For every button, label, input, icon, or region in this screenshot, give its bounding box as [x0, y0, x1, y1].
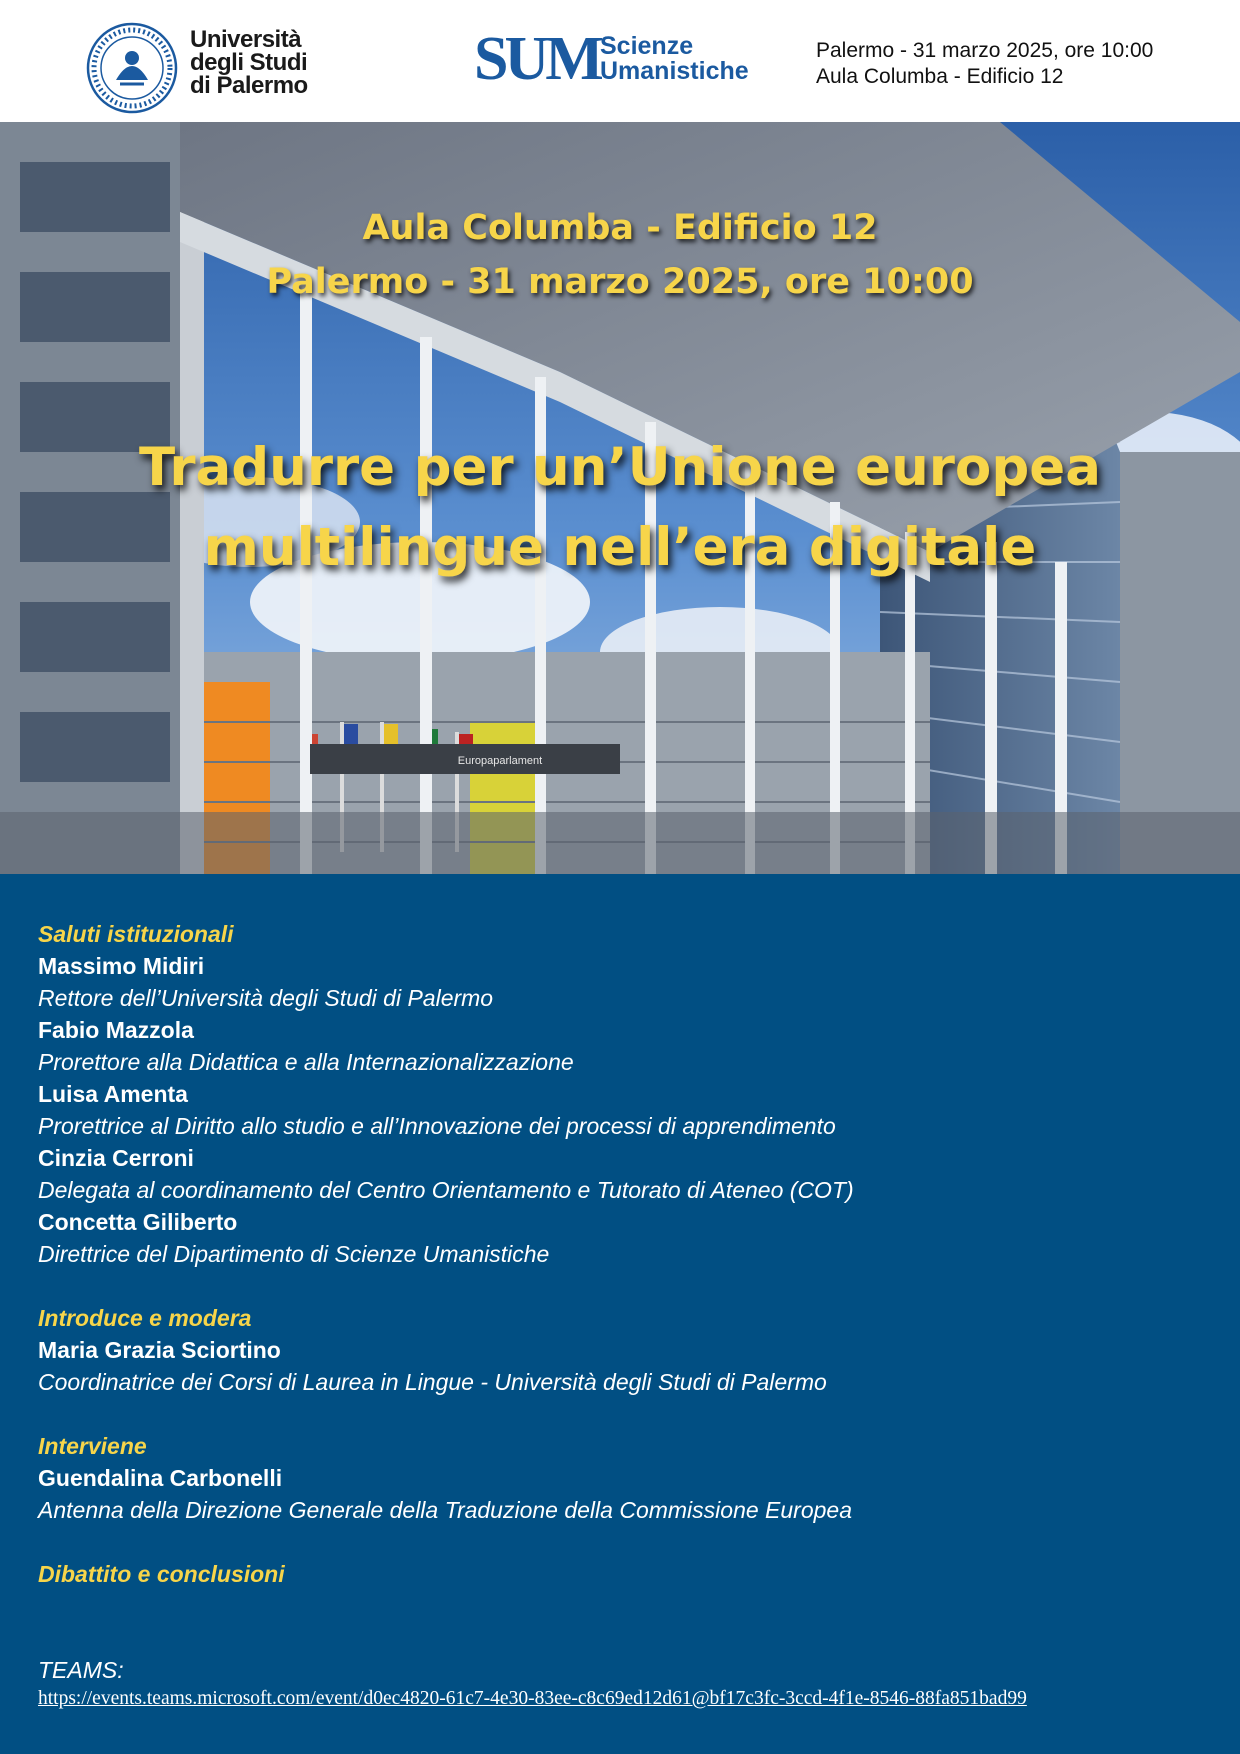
event-title-line: Tradurre per un’Unione europea — [139, 437, 1101, 498]
speaker-name: Guendalina Carbonelli — [38, 1465, 283, 1491]
speaker-name: Maria Grazia Sciortino — [38, 1337, 281, 1363]
section-label-interviene: Interviene — [38, 1433, 147, 1459]
speaker-role: Prorettore alla Didattica e alla Internazionalizzazione — [38, 1049, 574, 1075]
university-seal-icon — [86, 22, 178, 114]
sum-mark: SUM — [474, 25, 600, 93]
speaker-role: Direttrice del Dipartimento di Scienze Umanistiche — [38, 1241, 550, 1267]
speaker-role: Prorettrice al Diritto allo studio e all’Innovazione dei processi di apprendimento — [38, 1113, 836, 1139]
spacer — [38, 1526, 1208, 1558]
speaker-name: Concetta Giliberto — [38, 1209, 238, 1235]
section-label-modera: Introduce e modera — [38, 1305, 252, 1331]
university-name — [190, 28, 308, 97]
sum-name-line: Umanistiche — [600, 57, 749, 85]
spacer — [38, 1398, 1208, 1430]
event-title — [0, 428, 1240, 588]
sum-department-name — [600, 34, 749, 84]
event-title-line: multilingue nell’era digitale — [203, 517, 1037, 578]
teams-label: TEAMS: — [38, 1657, 124, 1683]
speaker-role: Coordinatrice dei Corsi di Laurea in Lingue - Università degli Studi di Palermo — [38, 1369, 827, 1395]
hero-date: Palermo - 31 marzo 2025, ore 10:00 — [266, 262, 974, 302]
program-list — [38, 918, 1208, 1590]
header-event-info — [816, 38, 1153, 90]
university-name-line: degli Studi — [190, 49, 308, 76]
university-name-line: Università — [190, 26, 302, 53]
speaker-name: Massimo Midiri — [38, 953, 205, 979]
building-sign-text: Europaparlament — [457, 755, 543, 767]
spacer — [38, 1270, 1208, 1302]
speaker-role: Antenna della Direzione Generale della Traduzione della Commissione Europea — [38, 1497, 852, 1523]
program-section — [0, 874, 1240, 1754]
header-date: Palermo - 31 marzo 2025, ore 10:00 — [816, 39, 1154, 62]
university-name-line: di Palermo — [190, 72, 308, 99]
speaker-role: Rettore dell’Università degli Studi di Palermo — [38, 985, 494, 1011]
header-venue: Aula Columba - Edificio 12 — [816, 65, 1064, 88]
speaker-name: Cinzia Cerroni — [38, 1145, 194, 1171]
hero-banner — [0, 122, 1240, 874]
speaker-name: Luisa Amenta — [38, 1081, 188, 1107]
header — [0, 0, 1240, 122]
speaker-name: Fabio Mazzola — [38, 1017, 194, 1043]
sum-name-line: Scienze — [600, 32, 694, 60]
section-label-saluti: Saluti istituzionali — [38, 921, 234, 947]
teams-link[interactable]: https://events.teams.microsoft.com/event/d0ec4820-61c7-4e30-83ee-c8c69ed12d61@bf17c3fc-3ccd-4f1e-8546-88fa851bad99 — [38, 1688, 1027, 1709]
hero-venue: Aula Columba - Edificio 12 — [362, 208, 878, 248]
speaker-role: Delegata al coordinamento del Centro Orientamento e Tutorato di Ateneo (COT) — [38, 1177, 854, 1203]
section-label-conclusioni: Dibattito e conclusioni — [38, 1561, 285, 1587]
